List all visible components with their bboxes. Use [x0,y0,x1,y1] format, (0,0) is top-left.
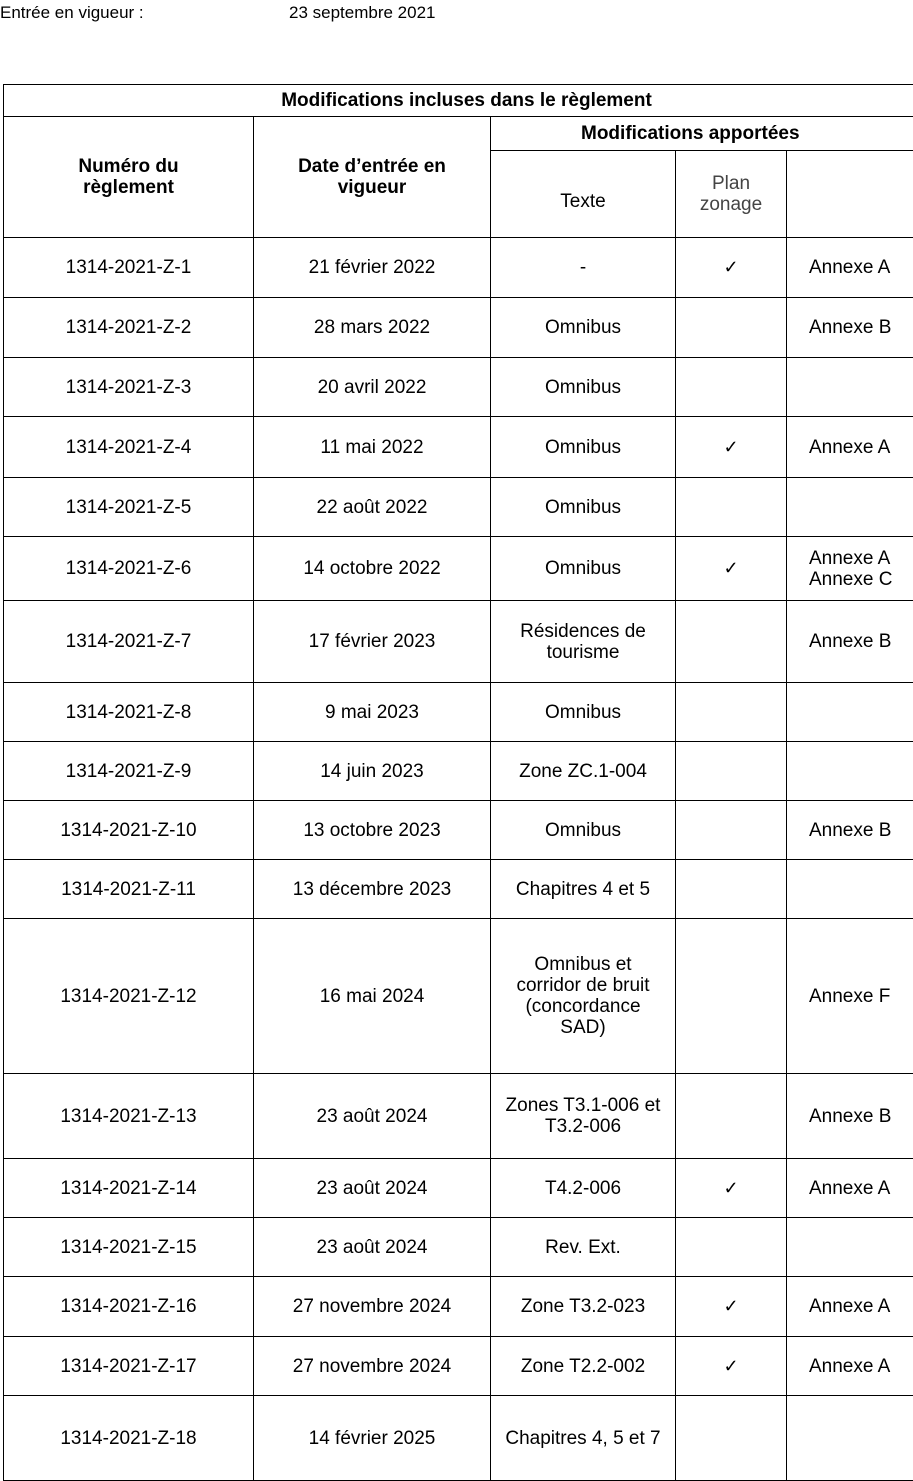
col-header-plan [676,151,787,238]
cell-numero: 1314-2021-Z-1 [4,238,254,298]
cell-date: 13 décembre 2023 [254,860,491,919]
cell-numero: 1314-2021-Z-4 [4,417,254,478]
cell-texte: Zone T2.2-002 [491,1337,676,1396]
cell-date: 9 mai 2023 [254,683,491,742]
cell-annexe: Annexe B [787,1074,913,1159]
cell-plan-zonage: ✓ [676,1159,787,1218]
cell-texte: - [491,238,676,298]
table-row [4,683,913,742]
table-row [4,919,913,1074]
table-row [4,1277,913,1337]
cell-plan-zonage: ✓ [676,1277,787,1337]
header-row-1 [4,117,913,151]
col-header-annexe [787,151,913,238]
cell-texte: Chapitres 4, 5 et 7 [491,1396,676,1481]
cell-numero: 1314-2021-Z-17 [4,1337,254,1396]
cell-plan-zonage [676,1074,787,1159]
cell-plan-zonage: ✓ [676,1337,787,1396]
cell-numero: 1314-2021-Z-8 [4,683,254,742]
cell-texte: Zone T3.2-023 [491,1277,676,1337]
entry-in-force-date: 23 septembre 2021 [289,3,436,23]
cell-numero: 1314-2021-Z-13 [4,1074,254,1159]
cell-date: 14 février 2025 [254,1396,491,1481]
cell-date: 22 août 2022 [254,478,491,537]
table-row [4,417,913,478]
cell-annexe: Annexe A Annexe C [787,537,913,601]
cell-numero: 1314-2021-Z-10 [4,801,254,860]
cell-plan-zonage [676,919,787,1074]
cell-plan-zonage [676,601,787,683]
table-row [4,801,913,860]
cell-date: 27 novembre 2024 [254,1337,491,1396]
cell-date: 20 avril 2022 [254,358,491,417]
cell-texte: Omnibus et corridor de bruit (concordance SAD) [491,919,676,1074]
table-row [4,238,913,298]
cell-annexe: Annexe A [787,1277,913,1337]
cell-date: 16 mai 2024 [254,919,491,1074]
col-header-date [254,117,491,238]
cell-numero: 1314-2021-Z-18 [4,1396,254,1481]
cell-numero: 1314-2021-Z-12 [4,919,254,1074]
cell-numero: 1314-2021-Z-11 [4,860,254,919]
table-row [4,478,913,537]
col-header-numero [4,117,254,238]
cell-plan-zonage: ✓ [676,417,787,478]
cell-annexe [787,1396,913,1481]
cell-date: 23 août 2024 [254,1159,491,1218]
cell-texte: Zones T3.1-006 et T3.2-006 [491,1074,676,1159]
cell-texte: Omnibus [491,683,676,742]
cell-plan-zonage [676,358,787,417]
cell-annexe: Annexe A [787,1159,913,1218]
cell-plan-zonage [676,1218,787,1277]
col-header-modifications: Modifications apportées [491,117,913,151]
cell-texte: Omnibus [491,537,676,601]
table-row [4,1396,913,1481]
table-row [4,860,913,919]
cell-annexe [787,358,913,417]
cell-annexe [787,1218,913,1277]
cell-texte: Résidences de tourisme [491,601,676,683]
col-header-numero-text: Numéro du règlement [44,156,214,198]
cell-annexe: Annexe B [787,601,913,683]
cell-texte: Zone ZC.1-004 [491,742,676,801]
cell-plan-zonage [676,860,787,919]
table-row [4,601,913,683]
cell-date: 23 août 2024 [254,1074,491,1159]
cell-annexe: Annexe B [787,298,913,358]
table-row [4,742,913,801]
cell-annexe: Annexe F [787,919,913,1074]
table-body [4,238,913,1481]
cell-numero: 1314-2021-Z-5 [4,478,254,537]
cell-plan-zonage [676,742,787,801]
cell-date: 28 mars 2022 [254,298,491,358]
table-title-row [4,85,913,117]
table-row [4,537,913,601]
cell-texte: Chapitres 4 et 5 [491,860,676,919]
cell-texte: Omnibus [491,478,676,537]
cell-numero: 1314-2021-Z-3 [4,358,254,417]
cell-texte: Omnibus [491,358,676,417]
cell-plan-zonage [676,801,787,860]
cell-texte: Omnibus [491,801,676,860]
cell-numero: 1314-2021-Z-2 [4,298,254,358]
cell-texte: Rev. Ext. [491,1218,676,1277]
cell-plan-zonage: ✓ [676,537,787,601]
cell-texte: Omnibus [491,417,676,478]
cell-annexe [787,478,913,537]
cell-date: 21 février 2022 [254,238,491,298]
cell-annexe: Annexe A [787,1337,913,1396]
modifications-table [3,84,913,1481]
cell-date: 14 octobre 2022 [254,537,491,601]
cell-annexe [787,860,913,919]
cell-date: 27 novembre 2024 [254,1277,491,1337]
table-row [4,1074,913,1159]
cell-plan-zonage [676,1396,787,1481]
cell-date: 11 mai 2022 [254,417,491,478]
cell-date: 23 août 2024 [254,1218,491,1277]
cell-annexe: Annexe A [787,417,913,478]
cell-annexe: Annexe B [787,801,913,860]
cell-plan-zonage [676,298,787,358]
cell-texte: T4.2-006 [491,1159,676,1218]
cell-texte: Omnibus [491,298,676,358]
col-header-plan-text: Plan zonage [696,173,766,215]
cell-date: 17 février 2023 [254,601,491,683]
col-header-texte: Texte [491,151,676,238]
cell-numero: 1314-2021-Z-9 [4,742,254,801]
cell-annexe: Annexe A [787,238,913,298]
cell-numero: 1314-2021-Z-14 [4,1159,254,1218]
cell-plan-zonage: ✓ [676,238,787,298]
cell-numero: 1314-2021-Z-16 [4,1277,254,1337]
cell-numero: 1314-2021-Z-6 [4,537,254,601]
cell-plan-zonage [676,683,787,742]
cell-numero: 1314-2021-Z-15 [4,1218,254,1277]
entry-in-force-label: Entrée en vigueur : [0,3,144,23]
table-row [4,1159,913,1218]
table-row [4,1218,913,1277]
table-row [4,358,913,417]
cell-annexe [787,683,913,742]
cell-date: 14 juin 2023 [254,742,491,801]
table-title: Modifications incluses dans le règlement [4,85,913,117]
cell-date: 13 octobre 2023 [254,801,491,860]
col-header-date-text: Date d’entrée en vigueur [272,156,472,198]
cell-numero: 1314-2021-Z-7 [4,601,254,683]
table-row [4,298,913,358]
table-row [4,1337,913,1396]
cell-annexe [787,742,913,801]
cell-plan-zonage [676,478,787,537]
